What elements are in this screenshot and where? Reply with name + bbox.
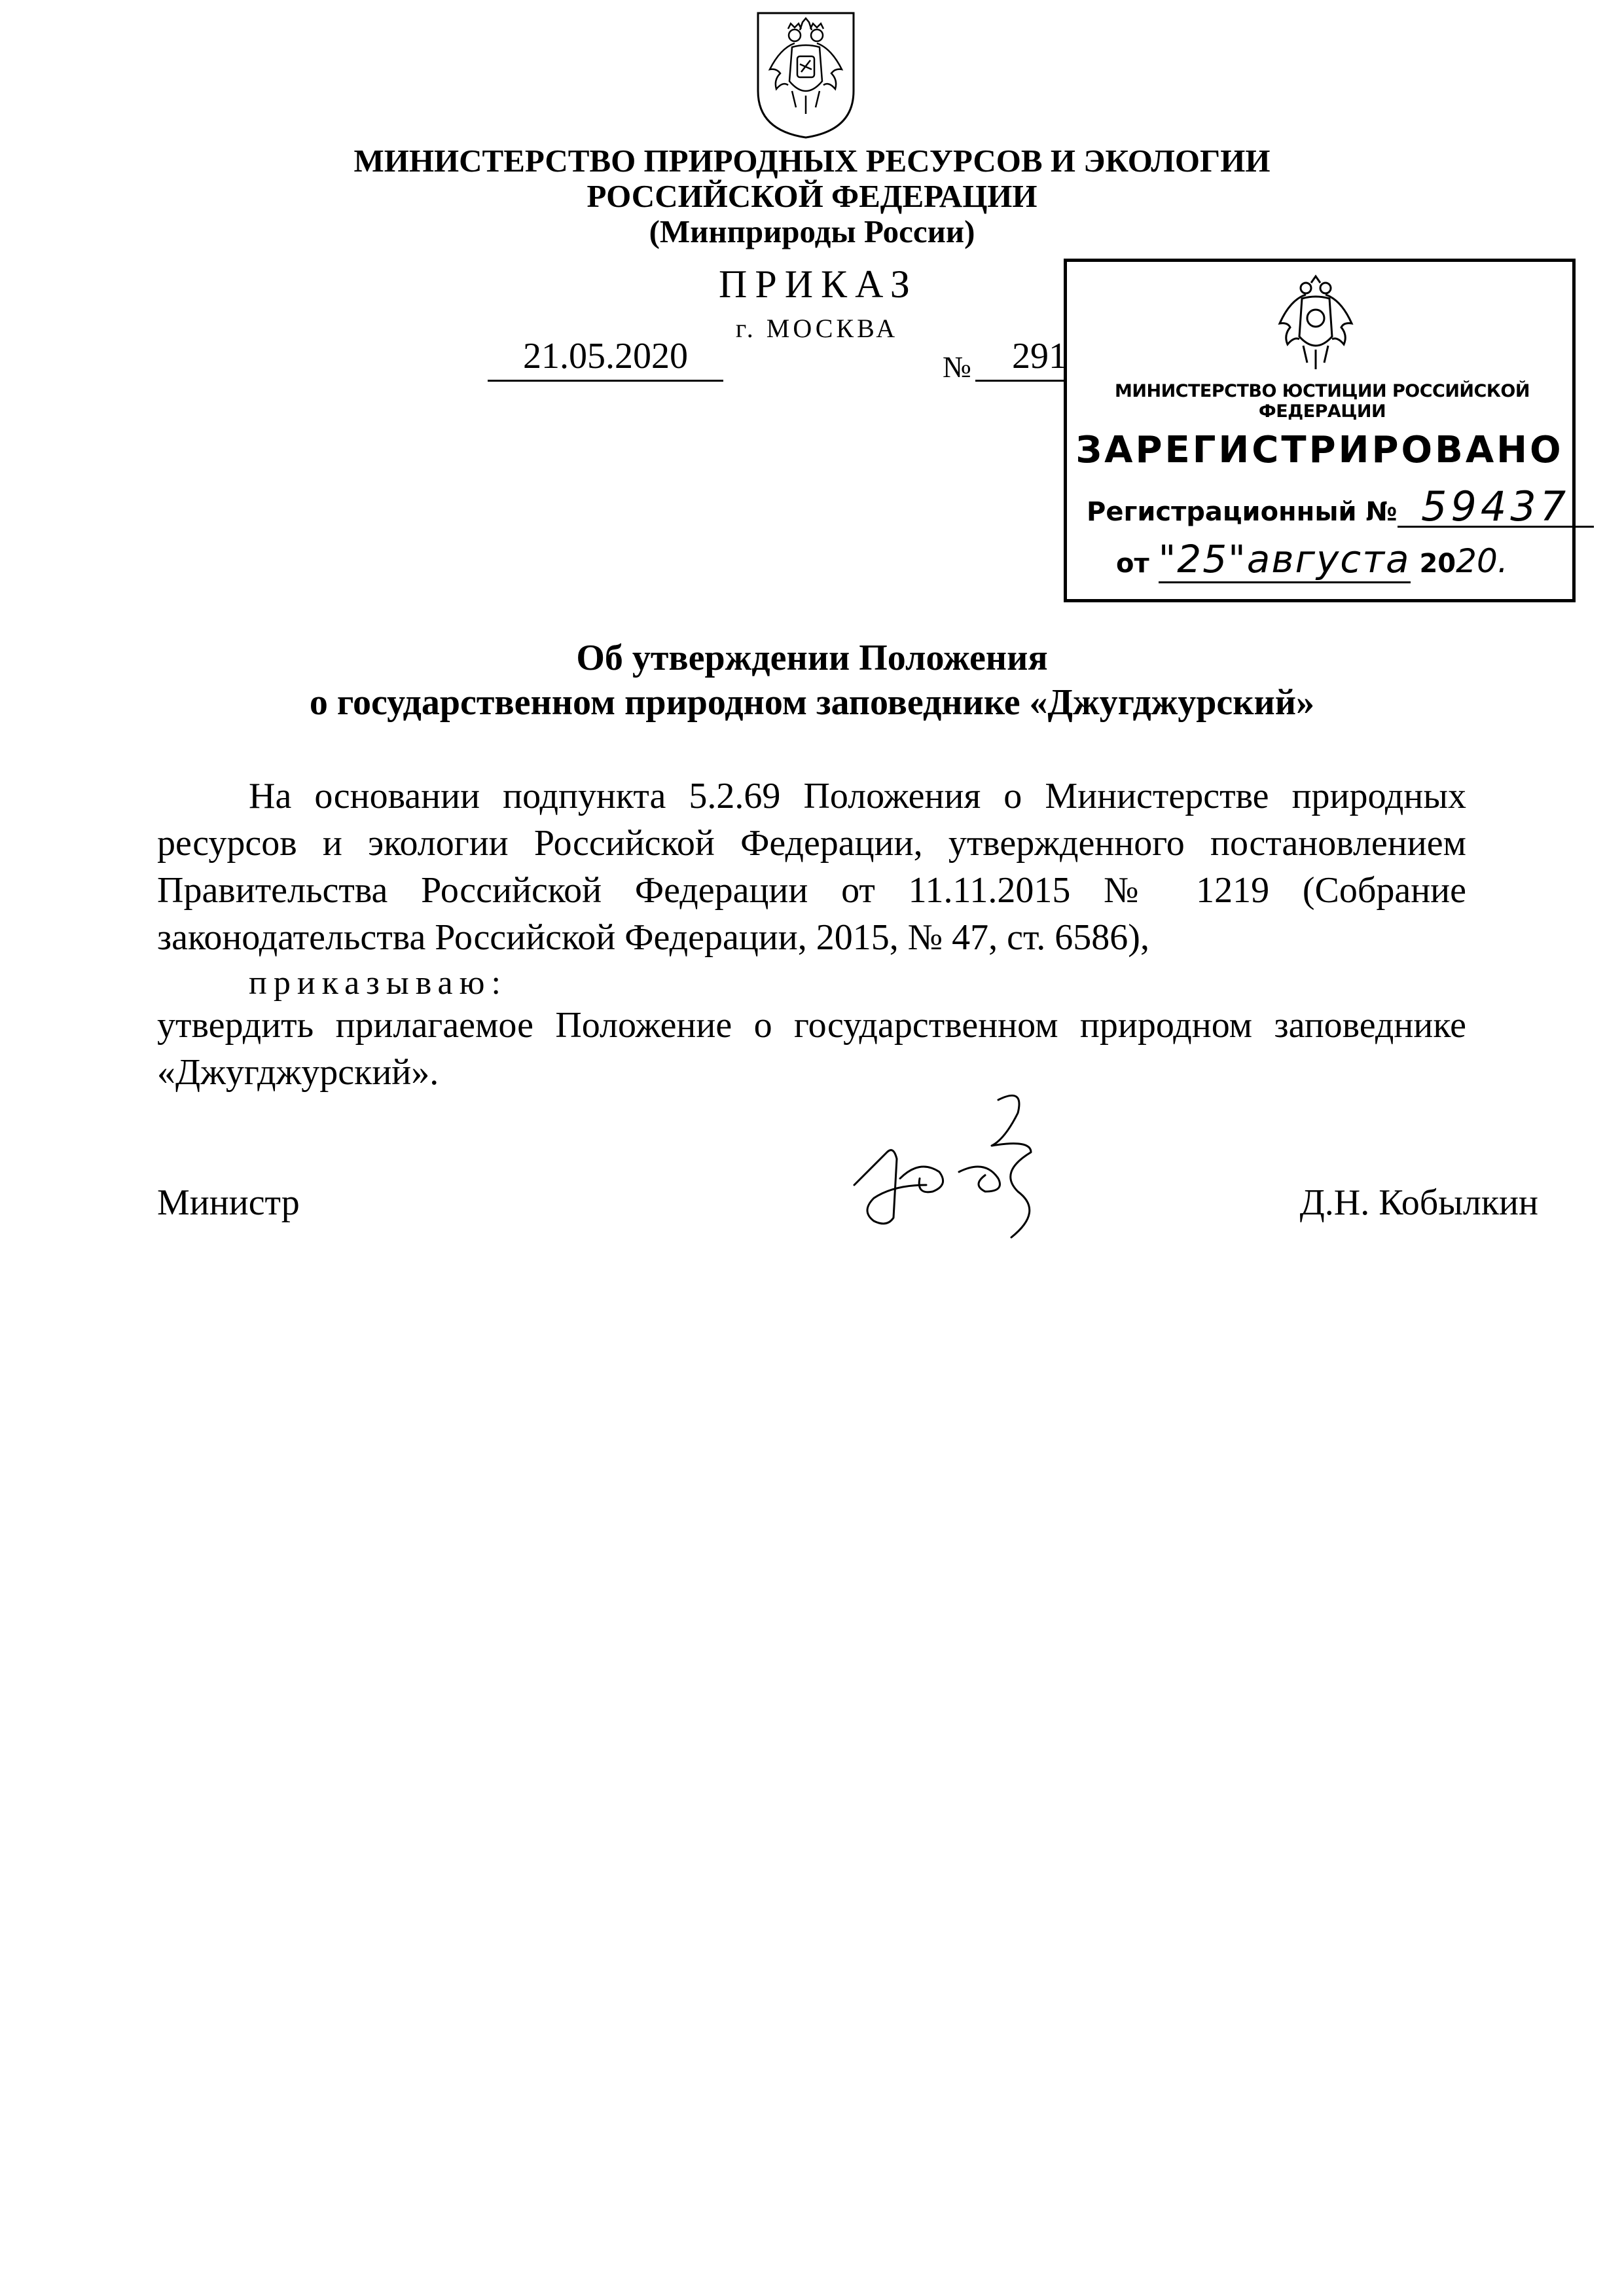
city: г. МОСКВА: [735, 314, 899, 343]
approve-paragraph: [157, 1002, 1466, 1096]
document-title-line2: о государственном природном заповеднике «Джугджурский»: [309, 682, 1315, 723]
signatory-name: Д.Н. Кобылкин: [1299, 1182, 1538, 1223]
stamp-reg-line: [1087, 483, 1594, 530]
stamp-reg-label: Регистрационный №: [1087, 497, 1398, 527]
order-date: 21.05.2020: [488, 335, 723, 382]
ministry-name-line1: МИНИСТЕРСТВО ПРИРОДНЫХ РЕСУРСОВ И ЭКОЛОГИИ: [353, 143, 1271, 179]
handwritten-signature: [835, 1087, 1070, 1250]
stamp-status: ЗАРЕГИСТРИРОВАНО: [1075, 429, 1564, 471]
basis-text: На основании подпункта 5.2.69 Положения о Министерстве природных ресурсов и экологии Российской Федерации, утвержденного постановлением Правительства Российской Федерации от 11.11.2015 № 1219 (Собрание законодательства Российской Федерации, 2015, № 47, ст. 6586),: [157, 776, 1466, 958]
stamp-emblem-icon: [1273, 274, 1358, 372]
stamp-ministry: МИНИСТЕРСТВО ЮСТИЦИИ РОССИЙСКОЙ ФЕДЕРАЦИИ: [1115, 381, 1530, 422]
registration-stamp: [1064, 259, 1576, 602]
approve-text: утвердить прилагаемое Положение о государственном природном заповеднике «Джугджурский».: [157, 1005, 1466, 1093]
number-sign: №: [943, 350, 971, 384]
stamp-reg-number: 59437: [1398, 488, 1594, 528]
stamp-date-year-printed: 20: [1419, 549, 1456, 579]
stamp-date-line: [1116, 537, 1508, 581]
stamp-date-day: "25": [1159, 537, 1247, 583]
stamp-date-year-hand: 20.: [1456, 542, 1508, 580]
order-word: приказываю:: [249, 964, 507, 1002]
stamp-date-month: августа: [1247, 537, 1411, 583]
ministry-name-line2: РОССИЙСКОЙ ФЕДЕРАЦИИ: [586, 178, 1038, 214]
stamp-date-prefix: от: [1116, 549, 1149, 579]
order-number: 291: [975, 335, 1067, 382]
ministry-short-name: (Минприроды России): [649, 213, 975, 249]
document-title-line1: Об утверждении Положения: [576, 638, 1048, 678]
basis-paragraph: [157, 773, 1466, 961]
document-type: ПРИКАЗ: [719, 263, 918, 306]
coat-of-arms-emblem: [754, 9, 857, 140]
signatory-position: Министр: [157, 1182, 300, 1223]
